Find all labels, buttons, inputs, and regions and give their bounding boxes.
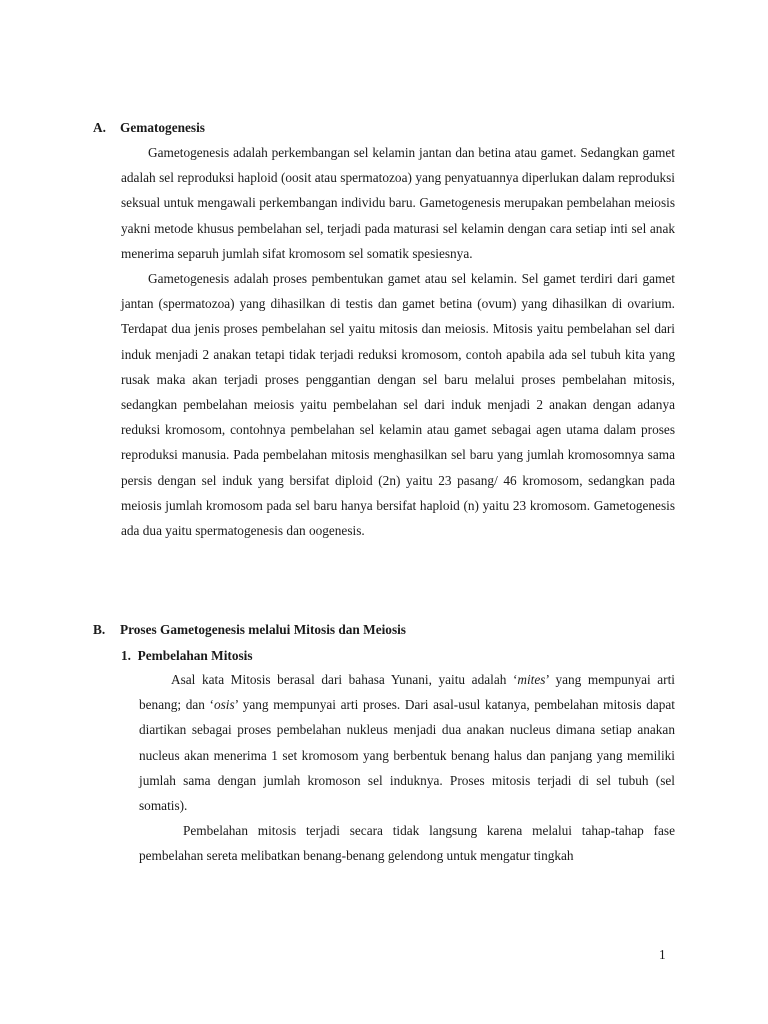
subsection-1-paragraph-2: Pembelahan mitosis terjadi secara tidak langsung karena melalui tahap-tahap fase pembelahan sereta melibatkan benang-benang gelendong untuk mengatur tingkah: [139, 823, 675, 864]
section-b-title: Proses Gametogenesis melalui Mitosis dan Meiosis: [120, 622, 406, 637]
section-a-paragraph-2: Gametogenesis adalah proses pembentukan gamet atau sel kelamin. Sel gamet terdiri dari gamet jantan (spermatozoa) yang dihasilkan di testis dan gamet betina (ovum) yang dihasilkan di ovarium. Terdapat dua jenis proses pembelahan sel yaitu mitosis dan meiosis. Mitosis yaitu pembelahan sel dari induk menjadi 2 anakan tetapi tidak terjadi reduksi kromosom, contoh apabila ada sel tubuh kita yang rusak maka akan terjadi proses penggantian dengan sel baru melalui proses pembelahan mitosis, sedangkan pembelahan meiosis yaitu pembelahan sel dari induk menjadi 2 anakan dengan adanya reduksi kromosom, contohnya pembelahan sel kelamin atau gamet sebagai agen utama dalam proses reproduksi manusia. Pada pembelahan mitosis menghasilkan sel baru yang jumlah kromosomnya sama persis dengan sel induk yang bersifat diploid (2n) yaitu 23 pasang/ 46 kromosom, sedangkan pada meiosis jumlah kromosom pada sel baru hanya bersifat haploid (n) yaitu 23 kromosom. Gametogenesis ada dua yaitu spermatogenesis dan oogenesis.: [121, 271, 675, 539]
p1-italic-mites: mites: [517, 672, 546, 687]
subsection-1-title: Pembelahan Mitosis: [137, 648, 253, 663]
p1-text-2: ’ yang mempunyai arti benang; dan ‘: [139, 672, 675, 713]
section-a-title: Gematogenesis: [120, 120, 205, 135]
p1-italic-osis: osis: [213, 697, 235, 713]
section-b-label: B.: [93, 622, 106, 637]
p1-text-1: Asal kata Mitosis berasal dari bahasa Yunani, yaitu adalah ‘: [171, 672, 518, 687]
section-a-paragraph-1: Gametogenesis adalah perkembangan sel kelamin jantan dan betina atau gamet. Sedangkan gamet adalah sel reproduksi haploid (oosit atau spermatozoa) yang penyatuannya diperlukan dalam reproduksi seksual untuk mengawali perkembangan individu baru. Gametogenesis merupakan pembelahan meiosis yakni metode khusus pembelahan sel, terjadi pada maturasi sel kelamin dengan cara setiap inti sel anak menerima separuh jumlah sifat kromosom sel somatik spesiesnya.: [121, 145, 675, 261]
section-a-body: [121, 140, 675, 543]
section-a-label: A.: [93, 120, 106, 135]
subsection-1-label: 1.: [121, 648, 131, 663]
subsection-1-paragraph-1: [139, 667, 675, 818]
section-a-heading: [93, 119, 205, 137]
page-number: 1: [659, 947, 666, 962]
p1-text-3: ’ yang mempunyai arti proses. Dari asal-usul katanya, pembelahan mitosis dapat diartikan sebagai proses pembelahan nukleus menjadi dua anakan nucleus dimana setiap anakan nucleus akan menerima 1 set kromosom yang berbentuk benang halus dan panjang yang memiliki jumlah sama dengan jumlah kromoson sel induknya. Proses mitosis terjadi di sel tubuh (sel somatis).: [139, 697, 675, 814]
subsection-1-body: [139, 667, 675, 869]
section-b-heading: [93, 621, 406, 639]
subsection-1-heading: [121, 647, 253, 665]
